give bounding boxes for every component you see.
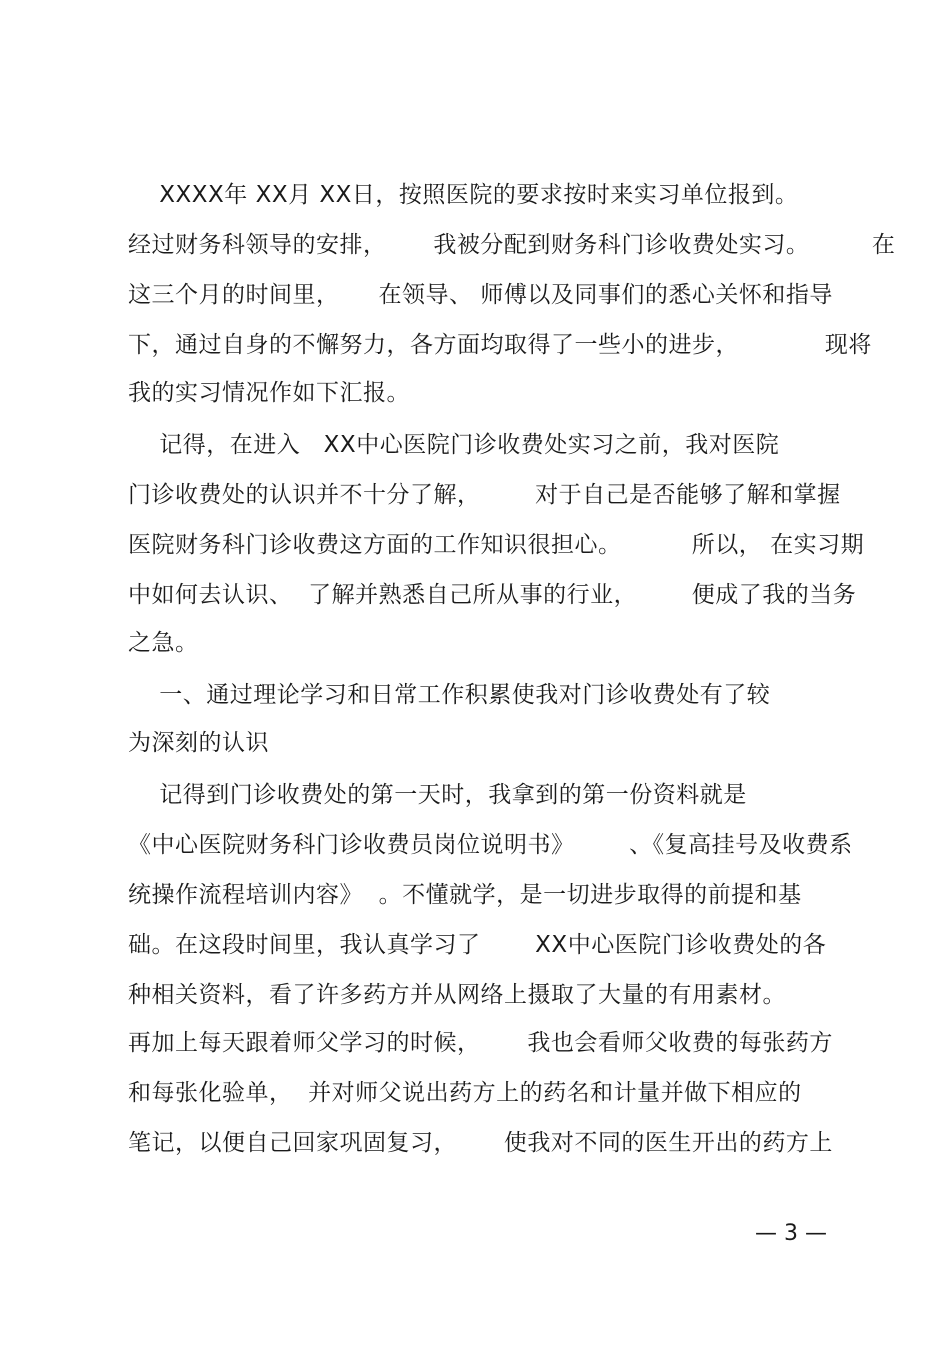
paragraph-line: 中如何去认识、 了解并熟悉自己所从事的行业， 便成了我的当务: [128, 582, 857, 608]
paragraph-line: 再加上每天跟着师父学习的时候， 我也会看师父收费的每张药方: [128, 1030, 833, 1056]
paragraph-line: 础。在这段时间里，我认真学习了 XX中心医院门诊收费处的各: [128, 932, 827, 958]
paragraph-line: 之急。: [128, 630, 199, 656]
paragraph-line: 医院财务科门诊收费这方面的工作知识很担心。 所以， 在实习期: [128, 532, 865, 558]
paragraph-line: 记得，在进入 XX中心医院门诊收费处实习之前，我对医院: [128, 432, 780, 458]
paragraph-line: 下，通过自身的不懈努力，各方面均取得了一些小的进步， 现将: [128, 332, 872, 358]
paragraph-line: 笔记，以便自己回家巩固复习， 使我对不同的医生开出的药方上: [128, 1130, 833, 1156]
paragraph-line: 种相关资料，看了许多药方并从网络上摄取了大量的有用素材。: [128, 982, 786, 1008]
section-heading-line: 为深刻的认识: [128, 730, 269, 756]
paragraph-line: 和每张化验单， 并对师父说出药方上的药名和计量并做下相应的: [128, 1080, 802, 1106]
section-heading-line: 一、通过理论学习和日常工作积累使我对门诊收费处有了较: [128, 682, 771, 708]
paragraph-line: 我的实习情况作如下汇报。: [128, 380, 410, 406]
paragraph-line: XXXX年 XX月 XX日，按照医院的要求按时来实习单位报到。: [128, 182, 799, 208]
page-number: — 3 —: [755, 1221, 827, 1246]
paragraph-line: 统操作流程培训内容》 。不懂就学，是一切进步取得的前提和基: [128, 882, 802, 908]
paragraph-line: 《中心医院财务科门诊收费员岗位说明书》 、《复高挂号及收费系: [128, 832, 853, 858]
paragraph-line: 记得到门诊收费处的第一天时，我拿到的第一份资料就是: [128, 782, 747, 808]
paragraph-line: 门诊收费处的认识并不十分了解， 对于自己是否能够了解和掌握: [128, 482, 841, 508]
paragraph-line: 经过财务科领导的安排， 我被分配到财务科门诊收费处实习。 在: [128, 232, 896, 258]
paragraph-line: 这三个月的时间里， 在领导、 师傅以及同事们的悉心关怀和指导: [128, 282, 833, 308]
